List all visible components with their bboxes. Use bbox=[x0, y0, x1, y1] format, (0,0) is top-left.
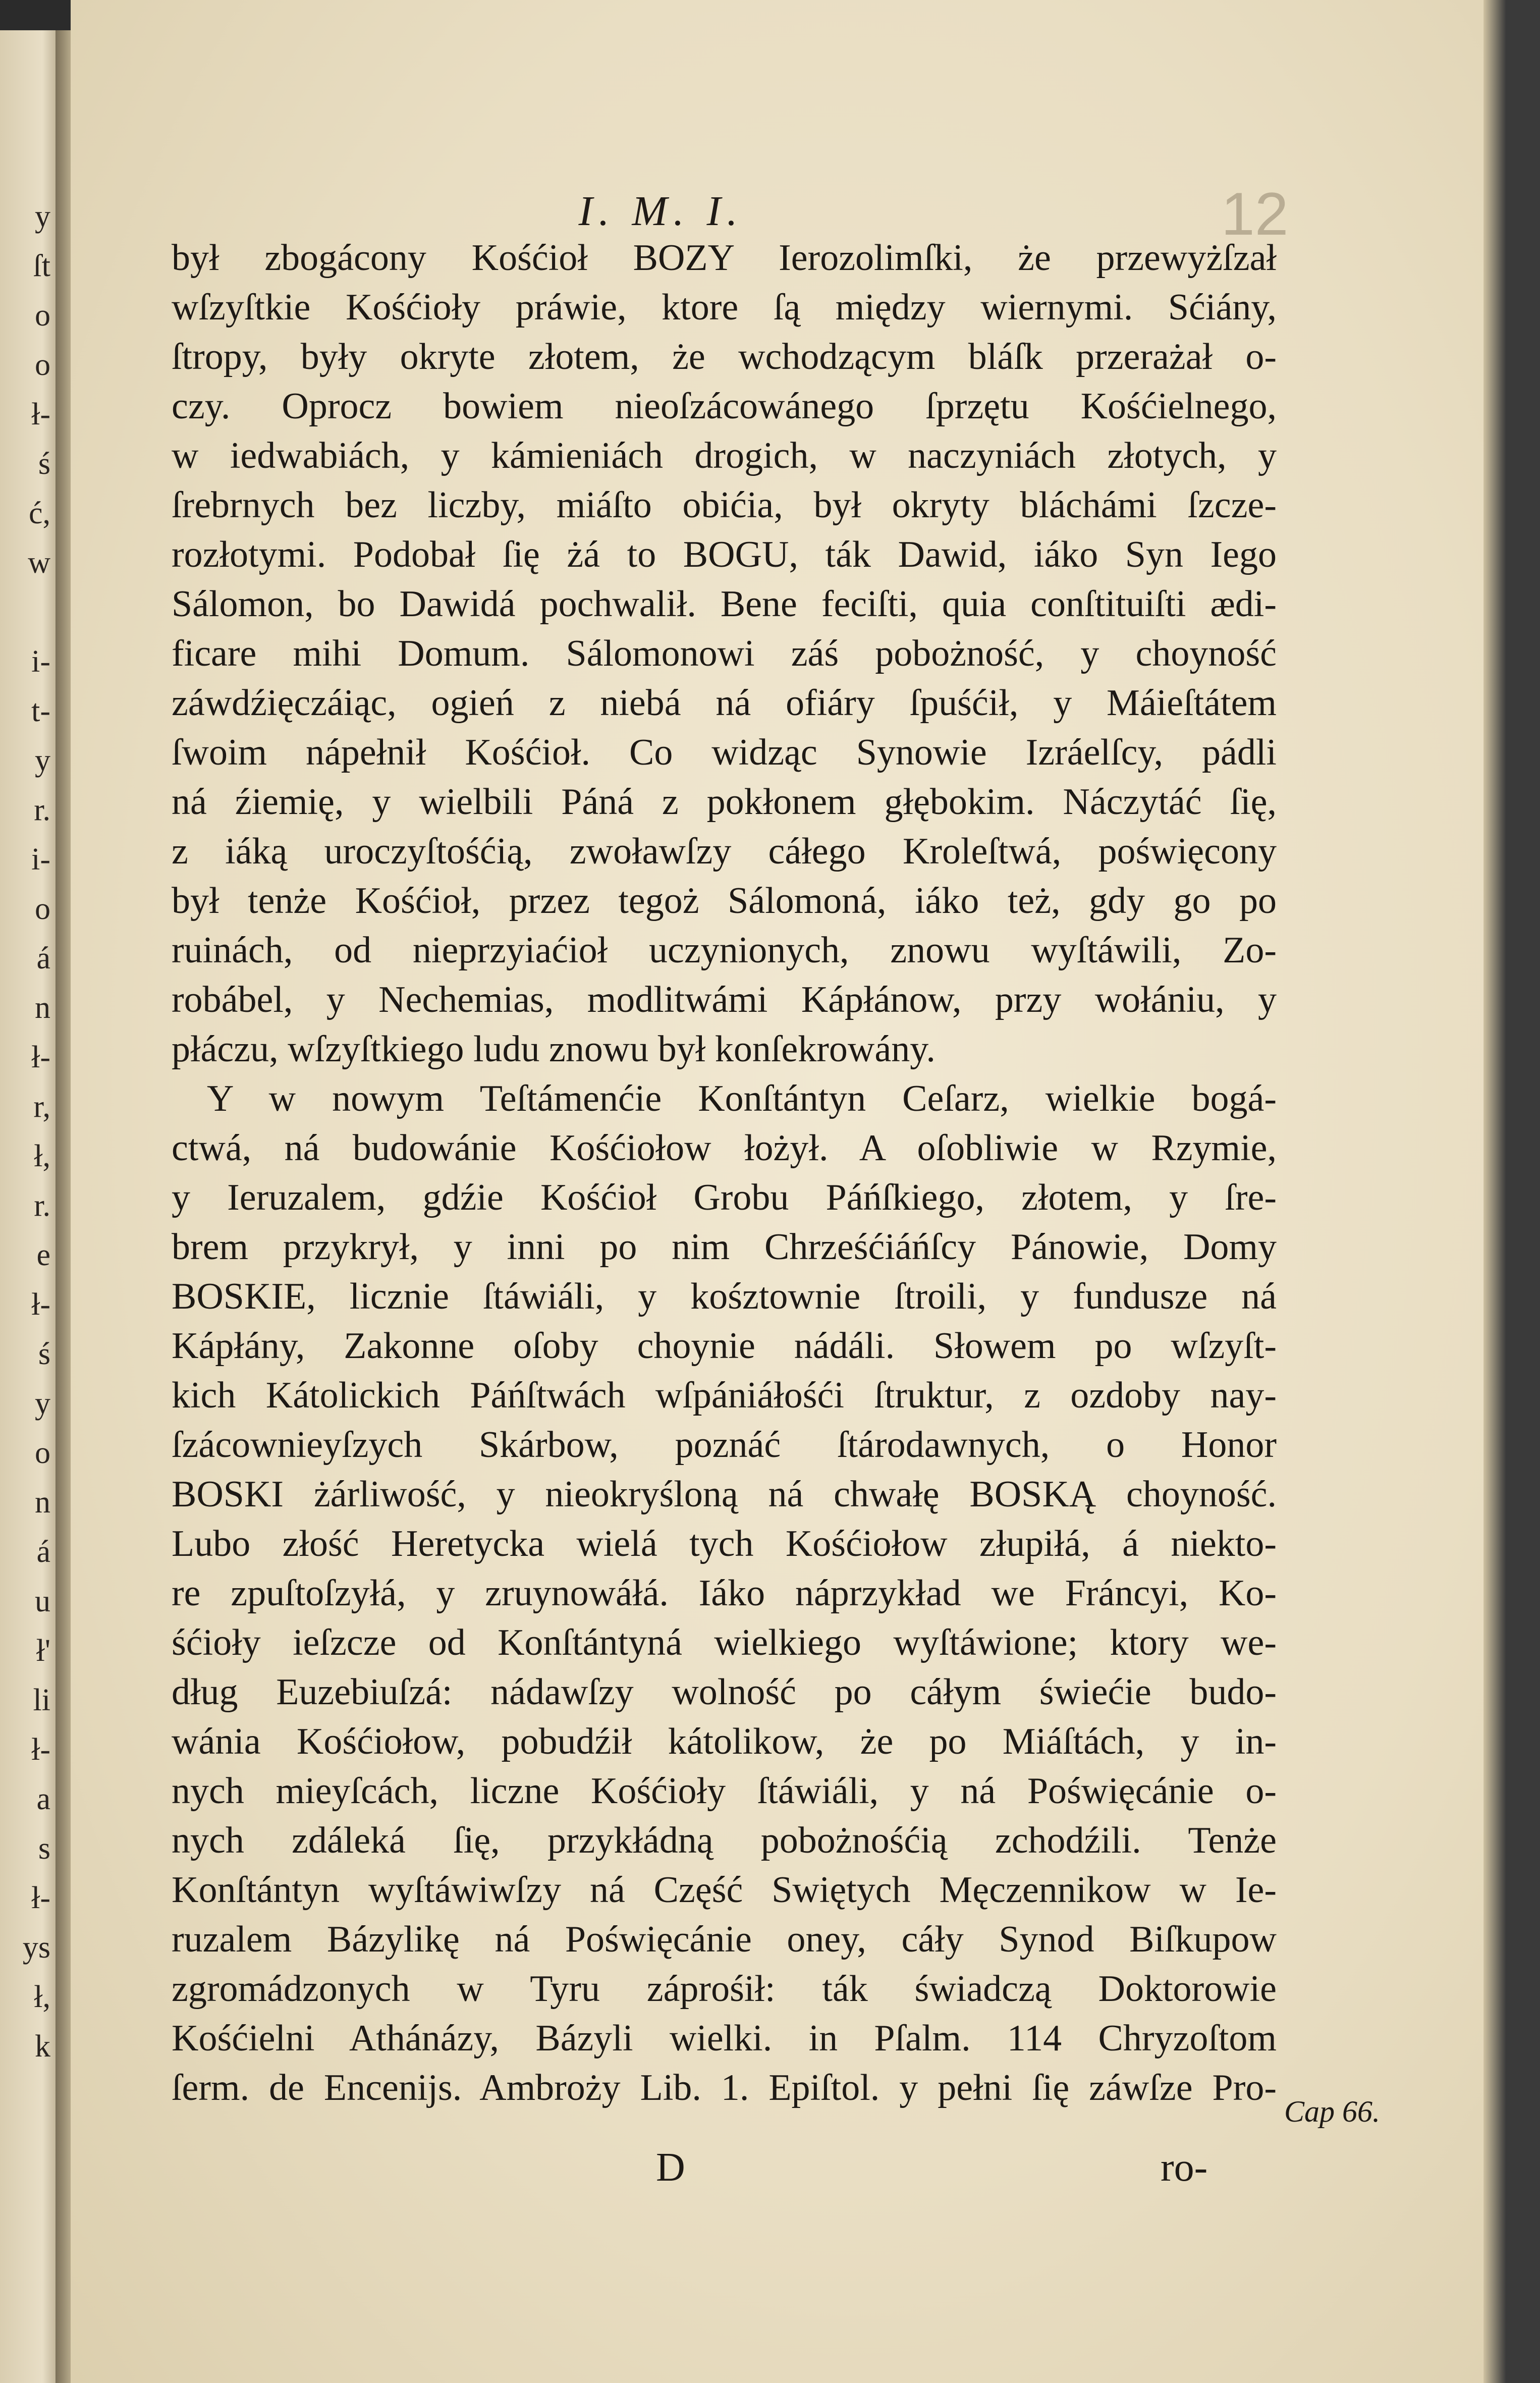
body-text bbox=[172, 233, 1277, 2113]
margin-letter: a bbox=[36, 1782, 50, 1816]
margin-letter: i- bbox=[31, 644, 50, 679]
margin-letter: ł' bbox=[36, 1634, 50, 1668]
text-line: ruzalem Bázylikę ná Poświęcánie oney, cáły Synod Biſkupow bbox=[172, 1919, 1277, 1960]
margin-letter: ł, bbox=[34, 1139, 50, 1173]
page-right-edge bbox=[1483, 0, 1540, 2383]
margin-letter: ł- bbox=[31, 1040, 50, 1074]
text-line: BOSKIE, licznie ſtáwiáli, y kośztownie ſtroili, y fundusze ná bbox=[172, 1276, 1277, 1317]
pencil-page-number: 12 bbox=[1221, 180, 1289, 248]
margin-letter: o bbox=[35, 298, 50, 333]
margin-letter: y bbox=[35, 743, 50, 778]
text-line: śćioły ieſzcze od Konſtántyná wielkiego wyſtáwione; ktory we- bbox=[172, 1622, 1277, 1663]
text-line: ſrebrnych bez liczby, miáſto obićia, był okryty bláchámi ſzcze- bbox=[172, 484, 1277, 526]
text-line: nych mieyſcách, liczne Kośćioły ſtáwiáli, y ná Poświęcánie o- bbox=[172, 1770, 1277, 1812]
margin-letter bbox=[0, 587, 56, 637]
text-line: ſtropy, były okryte złotem, że wchodzącym bláſk przerażał o- bbox=[172, 336, 1277, 377]
margin-letter: n bbox=[35, 991, 50, 1025]
text-line: rozłotymi. Podobał ſię żá to BOGU, ták Dawid, iáko Syn Iego bbox=[172, 534, 1277, 575]
text-line: wſzyſtkie Kośćioły práwie, ktore ſą między wiernymi. Sćiány, bbox=[172, 287, 1277, 328]
margin-letter: ł- bbox=[31, 1732, 50, 1767]
margin-letter: ys bbox=[22, 1930, 50, 1965]
text-line: brem przykrył, y inni po nim Chrześćiáńſcy Pánowie, Domy bbox=[172, 1226, 1277, 1268]
text-line: ná źiemię, y wielbili Páná z pokłonem głębokim. Náczytáć ſię, bbox=[172, 781, 1277, 823]
margin-letter: r, bbox=[33, 1090, 50, 1124]
text-line: zgromádzonych w Tyru záprośił: ták świadczą Doktorowie bbox=[172, 1968, 1277, 2010]
margin-letter: r. bbox=[34, 1188, 50, 1223]
text-line: Konſtántyn wyſtáwiwſzy ná Część Swiętych Męczennikow w Ie- bbox=[172, 1869, 1277, 1911]
text-line: kich Kátolickich Páńſtwách wſpániáłośći ſtruktur, z ozdoby nay- bbox=[172, 1375, 1277, 1416]
margin-letter: o bbox=[35, 348, 50, 382]
margin-letter: u bbox=[35, 1584, 50, 1618]
text-line: ctwá, ná budowánie Kośćiołow łożył. A oſobliwie w Rzymie, bbox=[172, 1127, 1277, 1169]
text-line: Y w nowym Teſtámenćie Konſtántyn Ceſarz, wielkie bogá- bbox=[207, 1078, 1277, 1119]
text-line: y Ieruzalem, gdźie Kośćioł Grobu Páńſkiego, złotem, y ſre- bbox=[172, 1177, 1277, 1218]
margin-letter: s bbox=[38, 1831, 50, 1866]
catchword: ro- bbox=[1161, 2145, 1208, 2190]
text-line: ſwoim nápełnił Kośćioł. Co widząc Synowie Izráelſcy, pádli bbox=[172, 732, 1277, 773]
page-header: I. M. I. bbox=[578, 188, 744, 235]
margin-letter: n bbox=[35, 1485, 50, 1520]
margin-letter: ć, bbox=[28, 496, 50, 530]
text-line: robábel, y Nechemias, modlitwámi Kápłánow, przy wołániu, y bbox=[172, 979, 1277, 1020]
margin-letter: á bbox=[36, 941, 50, 976]
text-line: dług Euzebiuſzá: nádawſzy wolność po cáłym świećie budo- bbox=[172, 1671, 1277, 1713]
margin-letter: á bbox=[36, 1535, 50, 1569]
margin-letter: ł- bbox=[31, 1287, 50, 1322]
margin-letter: li bbox=[33, 1683, 50, 1717]
text-line: czy. Oprocz bowiem nieoſzácowánego ſprzętu Kośćielnego, bbox=[172, 386, 1277, 427]
text-line: nych zdáleká ſię, przykłádną pobożnośćią zchodźili. Tenże bbox=[172, 1820, 1277, 1861]
text-line: Lubo złość Heretycka wielá tych Kośćiołow złupiłá, á niekto- bbox=[172, 1523, 1277, 1564]
margin-letter: y bbox=[35, 1386, 50, 1421]
text-line: ruinách, od nieprzyiaćioł uczynionych, znowu wyſtáwili, Zo- bbox=[172, 930, 1277, 971]
previous-page-margin-text bbox=[0, 192, 56, 2071]
signature-mark: D bbox=[656, 2145, 685, 2190]
margin-letter: e bbox=[36, 1238, 50, 1272]
text-line: płáczu, wſzyſtkiego ludu znowu był konſekrowány. bbox=[172, 1028, 936, 1070]
margin-letter: ſt bbox=[33, 249, 50, 283]
text-line: z iáką uroczyſtośćią, zwoławſzy cáłego Kroleſtwá, poświęcony bbox=[172, 831, 1277, 872]
margin-letter: y bbox=[35, 199, 50, 234]
text-line: re zpuſtoſzyłá, y zruynowáłá. Iáko náprzykład we Fráncyi, Ko- bbox=[172, 1573, 1277, 1614]
text-line: w iedwabiách, y kámieniách drogich, w naczyniách złotych, y bbox=[172, 435, 1277, 476]
text-line: był tenże Kośćioł, przez tegoż Sálomoná, iáko też, gdy go po bbox=[172, 880, 1277, 922]
margin-letter: i- bbox=[31, 842, 50, 877]
text-line: ficare mihi Domum. Sálomonowi záś pobożność, y choyność bbox=[172, 633, 1277, 674]
margin-letter: o bbox=[35, 892, 50, 926]
text-line: był zbogácony Kośćioł BOZY Ierozolimſki, że przewyżſzał bbox=[172, 237, 1277, 279]
text-line: ſerm. de Encenijs. Ambroży Lib. 1. Epiſtol. y pełni ſię záwſze Pro- bbox=[172, 2067, 1277, 2108]
margin-letter: ł, bbox=[34, 1980, 50, 2014]
text-line: Sálomon, bo Dawidá pochwalił. Bene feciſti, quia conſtituiſti ædi- bbox=[172, 583, 1277, 625]
margin-letter: ś bbox=[38, 447, 50, 481]
text-line: ſzácownieyſzych Skárbow, poznáć ſtárodawnych, o Honor bbox=[172, 1424, 1277, 1466]
margin-letter: ł- bbox=[31, 397, 50, 431]
margin-letter: ś bbox=[38, 1337, 50, 1371]
margin-letter: k bbox=[35, 2029, 50, 2064]
text-line: Kápłány, Zakonne oſoby choynie nádáli. Słowem po wſzyſt- bbox=[172, 1325, 1277, 1367]
margin-letter: r. bbox=[34, 793, 50, 827]
margin-note: Cap 66. bbox=[1284, 2095, 1381, 2128]
text-line: Kośćielni Athánázy, Bázyli wielki. in Pſalm. 114 Chryzoſtom bbox=[172, 2018, 1277, 2059]
text-line: záwdźięczáiąc, ogień z niebá ná ofiáry ſpuśćił, y Máieſtátem bbox=[172, 682, 1277, 724]
text-line: BOSKI żárliwość, y nieokryśloną ná chwałę BOSKĄ choyność. bbox=[172, 1474, 1277, 1515]
margin-letter: t- bbox=[31, 694, 50, 728]
text-line: wánia Kośćiołow, pobudźił kátolikow, że po Miáſtách, y in- bbox=[172, 1721, 1277, 1762]
margin-letter: ł- bbox=[31, 1881, 50, 1915]
margin-letter: o bbox=[35, 1436, 50, 1470]
margin-letter: w bbox=[28, 546, 50, 580]
